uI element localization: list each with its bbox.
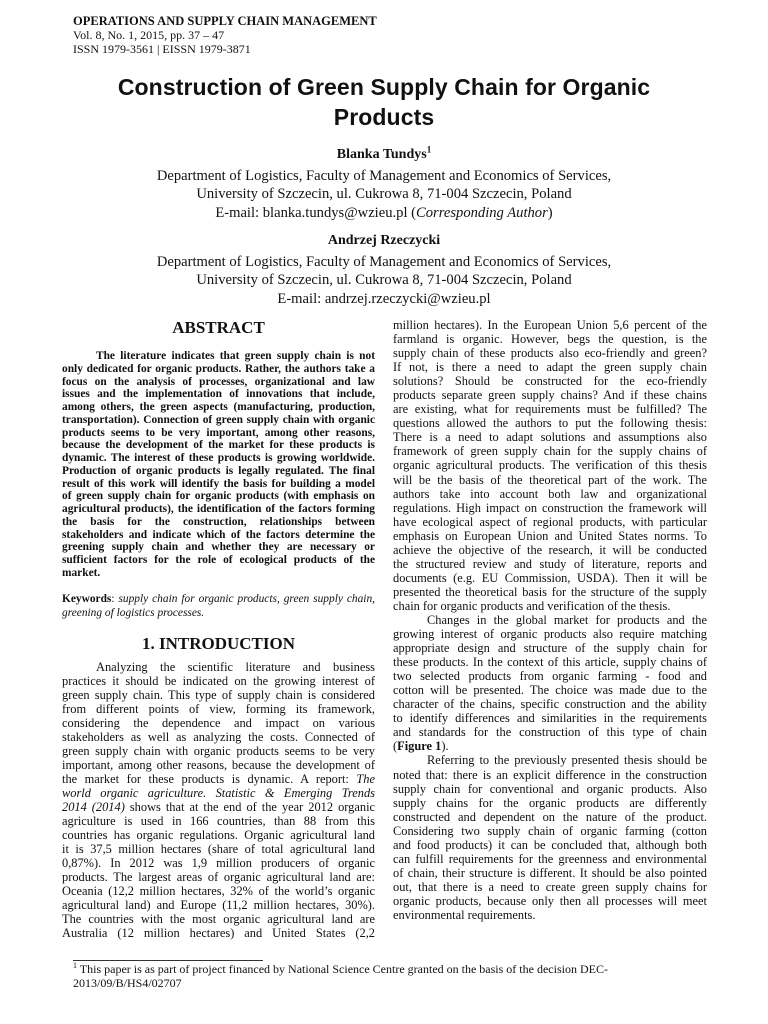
abstract-line: market. <box>62 566 101 579</box>
body-line: have ecological aspect of regional products, with particular <box>393 514 707 529</box>
body-line: If not, is there a need to adapt the green supply chain <box>393 360 707 375</box>
body-line: organic agricultural products. The verification of this thesis <box>393 458 707 473</box>
abstract-line: because the development of the market for these products is <box>62 439 375 452</box>
intro-line: from different points of view, forming its framework, <box>62 701 375 716</box>
body-line: Considering two supply chain of organic farming (cotton <box>393 823 707 838</box>
author-name: Blanka Tundys$^1$ <box>336 144 432 162</box>
abstract-line: the basis for the construction, relationships between <box>62 515 375 528</box>
body-line: to identify differences and similarities in the requirements <box>393 711 707 726</box>
body-line: the structured review and study of literature, reports and <box>393 556 707 571</box>
author-affiliation: Department of Logistics, Faculty of Management and Economics of Services, <box>156 253 612 270</box>
paper-title <box>0 72 768 132</box>
body-line: authors take into account both law and organizational <box>393 486 707 501</box>
body-line: products separate green supply chains? And if these chains <box>393 388 707 403</box>
intro-line: products. The largest areas of organic agricultural land are: <box>62 870 375 885</box>
abstract-line: stakeholders and indicate which of the factors determine the <box>62 528 375 541</box>
introduction-heading: 1. INTRODUCTION <box>141 633 296 653</box>
body-line: (Figure 1). <box>393 739 449 754</box>
footnote-mark: 1 <box>73 961 77 970</box>
body-line: cotton will be presented. The choice was made due to the <box>393 683 707 698</box>
author-footnote-mark: 1 <box>426 144 432 155</box>
body-line: two selected products from organic farming - food and <box>393 669 707 684</box>
introduction-body <box>62 660 375 941</box>
footnote-divider <box>73 960 263 961</box>
intro-line: agricultural land) and Europe (11,2 million hectares, 30%). <box>62 898 375 913</box>
abstract-heading: ABSTRACT <box>172 318 265 337</box>
body-line: questions allowed the authors to put the following thesis: <box>393 416 707 431</box>
intro-line: the market for these products is dynamic. A report: The <box>62 771 375 786</box>
intro-line: stakeholders as well as analyzing the costs. Connected of <box>62 729 375 744</box>
body-line: framework of green supply chain for the supply chains of <box>393 444 707 459</box>
journal-issn: ISSN 1979-3561 | EISSN 1979-3871 <box>73 42 251 56</box>
abstract-line: The literature indicates that green supply chain is not <box>96 350 375 362</box>
body-line: these products. In the context of this article, supply chains of <box>393 655 707 670</box>
body-line: supply chain of these products also eco-friendly and green? <box>393 346 707 361</box>
keywords-line-1: Keywords: supply chain for organic products, green supply chain, <box>62 592 375 605</box>
body-line: growing interest of organic products also require matching <box>393 627 707 642</box>
author-email: E-mail: andrzej.rzeczycki@wzieu.pl <box>277 290 491 307</box>
journal-name: OPERATIONS AND SUPPLY CHAIN MANAGEMENT <box>73 14 377 28</box>
figure-reference[interactable]: Figure 1 <box>397 739 442 754</box>
abstract-line: greening supply chain and whether they are necessary or <box>62 541 375 554</box>
author-university: University of Szczecin, ul. Cukrowa 8, 71-004 Szczecin, Poland <box>196 272 572 288</box>
abstract-line: issues and the implementation of innovations that include, <box>62 388 375 401</box>
body-line: will be the basis of the theoretical part of the work. The <box>393 472 707 487</box>
body-line: Referring to the previously presented thesis should be <box>427 753 707 768</box>
body-line: and standards for the construction of this type of chain <box>393 725 707 740</box>
body-line: organic products, because only then all processes will meet <box>393 893 707 908</box>
body-line: constructed and dependent on the nature of the product. <box>393 809 707 824</box>
body-line: are existing, what for requirements must be fulfilled? The <box>393 402 707 417</box>
body-line: farmland is organic. However, begs the question, is the <box>393 332 707 347</box>
title-line-1: Construction of Green Supply Chain for Organic <box>117 74 651 100</box>
intro-line: The countries with the most organic agricultural land are <box>62 912 375 927</box>
abstract-line: agricultural products), the identification of the factors forming <box>62 503 375 515</box>
body-line: million hectares). In the European Union 5,6 percent of the <box>393 318 707 332</box>
body-line: solutions? Should be constructed for the eco-friendly <box>393 374 707 389</box>
left-column <box>62 318 375 940</box>
body-line: supply chain for conventional and organic products. Also <box>393 781 707 796</box>
keywords <box>62 592 375 620</box>
footnote-line-1: $^1$ This paper is as part of project financed by National Science Centre granted on the basis of the decision DEC- <box>73 961 608 976</box>
intro-line: Australia (12 million hectares) and United States (2,2 <box>62 926 375 941</box>
intro-line: green supply chain. This type of supply chain is considered <box>62 687 375 702</box>
author-block-1 <box>0 146 768 222</box>
body-line: emphasis on European Union and United States norms. To <box>393 528 707 543</box>
abstract-line: result of this work will identify the basis for building a model <box>62 477 375 490</box>
abstract-line: dynamic. The interest of these products is growing worldwide. <box>62 452 375 464</box>
intro-line: world organic agriculture. Statistic & Emerging Trends <box>62 785 375 800</box>
intro-line: important, among other reasons, because the development of <box>62 757 375 772</box>
abstract-body <box>62 350 375 580</box>
author-email: E-mail: blanka.tundys@wzieu.pl (Corresponding Author) <box>215 204 553 221</box>
intro-line: considering the dependence and impact on various <box>62 715 375 730</box>
intro-line: it is 37,5 million hectares (share of total agricultural land <box>62 842 375 857</box>
body-line: presented the theoretical basis for the structure of the supply <box>393 584 707 599</box>
body-line: chain for organic products and verification of the thesis. <box>393 598 671 613</box>
author-university: University of Szczecin, ul. Cukrowa 8, 71-004 Szczecin, Poland <box>196 186 572 202</box>
abstract-line: Production of organic products is legally regulated. The final <box>62 464 375 477</box>
footnote <box>73 962 697 990</box>
intro-line: green supply chain with organic products seems to be very <box>62 743 375 758</box>
body-line: of chain, their structure is different. It should be also pointed <box>393 865 707 880</box>
body-line: can fulfill requirements for the greenness and environmental <box>393 851 707 866</box>
intro-line: 2014 (2014) shows that at the end of the year 2012 organic <box>62 799 376 814</box>
body-line: and food products) it can be concluded that, although both <box>393 837 707 852</box>
body-line: appropriate design and structure of the supply chain for <box>393 641 707 656</box>
body-line: Changes in the global market for products and the <box>427 612 707 627</box>
abstract-line: focus on the analysis of processes, organizational and law <box>62 375 375 388</box>
abstract-line: products seems to be very important, among other reasons, <box>62 426 375 439</box>
author-block-2 <box>0 232 768 308</box>
intro-line: Oceania (12,2 million hectares, 32% of the world’s organic <box>62 884 375 899</box>
body-line: regulations. High impact on construction the framework will <box>393 500 707 515</box>
right-column <box>393 318 707 922</box>
body-line: environmental requirements. <box>393 907 536 922</box>
body-line: achieve the objective of the research, it will be conducted <box>393 542 707 557</box>
intro-line: countries has organic regulations. Organic agricultural land <box>62 828 375 843</box>
author-affiliation: Department of Logistics, Faculty of Management and Economics of Services, <box>156 167 612 184</box>
abstract-line: of green supply chain for organic products (with emphasis on <box>62 490 375 503</box>
body-line: supply chains for the organic products are differently <box>393 795 707 810</box>
body-line: out, that there is a need to create green supply chains for <box>393 879 707 894</box>
body-line: documents (e.g. EU Commission, USDA). Then it will be <box>393 570 707 585</box>
keywords-line-2: greening of logistics processes. <box>62 606 205 619</box>
body-line: There is a need to adapt solutions and assumptions also <box>393 430 707 445</box>
body-line: noted that: there is an explicit difference in the construction <box>393 767 707 782</box>
intro-line: 0,87%). In 2012 was 1,9 million producers of organic <box>62 856 375 871</box>
journal-volume: Vol. 8, No. 1, 2015, pp. 37 – 47 <box>73 28 225 42</box>
title-line-2: Products <box>333 104 435 130</box>
journal-header <box>73 14 377 56</box>
abstract-line: only dedicated for organic products. Rather, the authors take a <box>62 362 375 375</box>
intro-line: agriculture is used in 166 countries, than 88 from this <box>62 814 375 829</box>
intro-line: Analyzing the scientific literature and business <box>96 659 375 674</box>
abstract-line: transportation). Connection of green supply chain with organic <box>62 413 375 426</box>
abstract-line: among others, the green aspects (manufacturing, production, <box>62 401 375 413</box>
intro-line: practices it should be indicated on the growing interest of <box>62 673 375 688</box>
footnote-line-2: 2013/09/B/HS4/02707 <box>73 976 182 990</box>
body-line: character of the chains, specific construction and the ability <box>393 697 707 712</box>
abstract-line: sufficient factors for the role of ecological products of the <box>62 554 375 566</box>
author-name: Andrzej Rzeczycki <box>327 233 441 248</box>
